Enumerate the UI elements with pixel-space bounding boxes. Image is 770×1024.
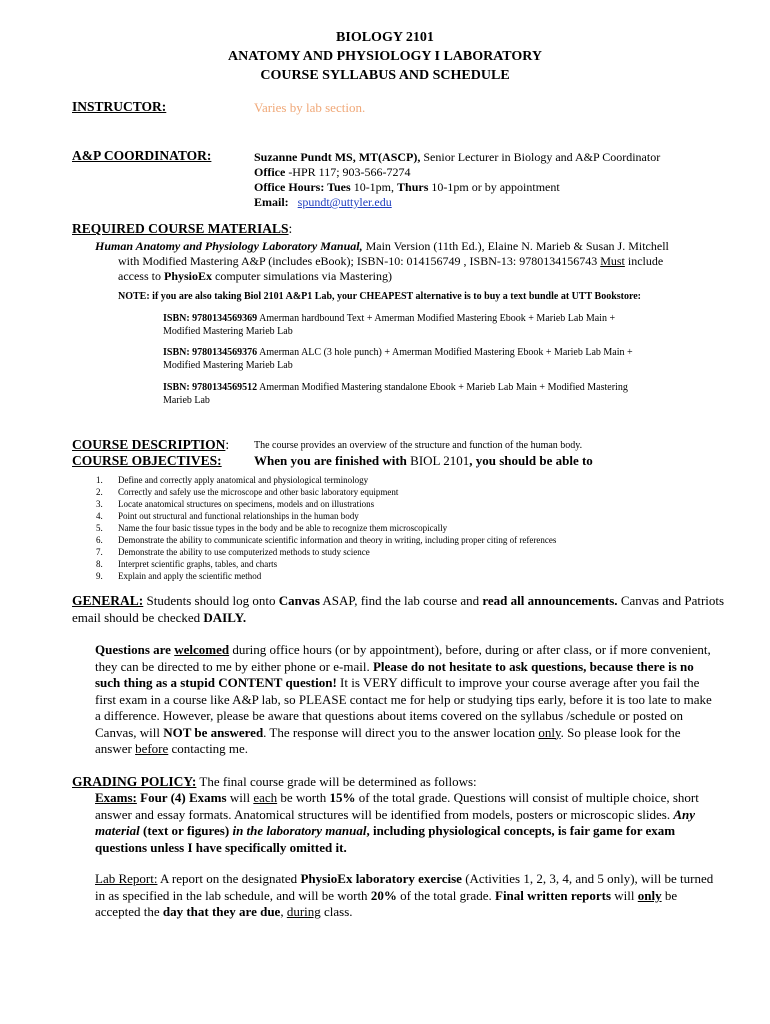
objective-item: 3. Locate anatomical structures on specimens, models and on illustrations [96,499,375,509]
objective-item: 5. Name the four basic tissue types in the body and be able to recognize them microscopically [96,523,448,533]
objectives-intro: When you are finished with BIOL 2101, you should be able to [254,453,593,468]
objectives-list [96,474,556,582]
objective-item: 4. Point out structural and functional relationships in the human body [96,511,359,521]
objectives-heading: COURSE OBJECTIVES: [72,453,222,468]
isbn-2-line-1: ISBN: 9780134569376 Amerman ALC (3 hole punch) + Amerman Modified Mastering Ebook + Marieb Lab Main + [163,347,633,358]
materials-heading: REQUIRED COURSE MATERIALS: [72,221,293,236]
general-paragraph: GENERAL: Students should log onto Canvas ASAP, find the lab course and read all announcements. Canvas and Patriots email should be checked DAILY. [72,593,725,625]
coordinator-label: A&P COORDINATOR: [72,148,212,163]
isbn-1-line-1: ISBN: 9780134569369 Amerman hardbound Text + Amerman Modified Mastering Ebook + Marieb Lab Main + [163,313,616,324]
instructor-label: INSTRUCTOR: [72,99,167,114]
isbn-3-line-2: Marieb Lab [163,395,210,406]
coordinator-hours-line: Office Hours: Tues 10-1pm, Thurs 10-1pm or by appointment [254,180,560,194]
objective-item: 8. Interpret scientific graphs, tables, and charts [96,559,278,569]
isbn-2-line-2: Modified Mastering Marieb Lab [163,360,293,371]
book-line-2: with Modified Mastering A&P (includes eBook); ISBN-10: 014156749 , ISBN-13: 9780134156743 Must include [118,254,664,268]
description-heading: COURSE DESCRIPTION: [72,437,230,452]
objective-item: 1. Define and correctly apply anatomical and physiological terminology [96,475,369,485]
objective-item: 2. Correctly and safely use the microscope and other basic laboratory equipment [96,487,399,497]
email-link[interactable]: spundt@uttyler.edu [297,195,392,209]
syllabus-title: COURSE SYLLABUS AND SCHEDULE [260,68,510,83]
isbn-3-line-1: ISBN: 9780134569512 Amerman Modified Mastering standalone Ebook + Marieb Lab Main + Modified Mastering [163,382,628,393]
objective-item: 6. Demonstrate the ability to communicate scientific information and theory in writing, including proper citing of references [96,535,557,545]
book-line-1: Human Anatomy and Physiology Laboratory Manual, Main Version (11th Ed.), Elaine N. Marieb & Susan J. Mitchell [95,239,669,253]
description-value: The course provides an overview of the structure and function of the human body. [254,440,583,451]
instructor-value: Varies by lab section. [254,100,366,115]
course-name-title: ANATOMY AND PHYSIOLOGY I LABORATORY [227,49,543,64]
questions-paragraph: Questions are welcomed during office hours (or by appointment), before, during or after class, or if more convenient, they can be directed to me by either phone or e-mail. Please do not hesitate to ask questions, because there is no such thing as a stupid CONTENT question! It is VERY difficult to improve your course average after you fail the first exam in a course like A&P lab, so PLEASE contact me for help or studying tips early, before it is too late to make a difference. However, please be aware that questions about items covered on the syllabus /schedule or posted on Canvas, will NOT be answered. The response will direct you to the answer location only. So please look for the answer before contacting me. [95,642,712,756]
exams-paragraph: Exams: Four (4) Exams will each be worth 15% of the total grade. Questions will consist of multiple choice, short answer and essay formats. Anatomical structures will be identified from models, posters or microscopic slides. Any material (text or figures) in the laboratory manual, including physiological concepts, is fair game for exam questions unless I have specifically omitted it. [95,790,699,855]
course-code-title: BIOLOGY 2101 [336,30,434,45]
book-line-3: access to PhysioEx computer simulations via Mastering) [118,269,392,283]
coordinator-office-line: Office -HPR 117; 903-566-7274 [254,165,411,179]
coordinator-name-line: Suzanne Pundt MS, MT(ASCP), Senior Lecturer in Biology and A&P Coordinator [254,150,661,164]
objective-item: 7. Demonstrate the ability to use computerized methods to study science [96,547,370,557]
coordinator-email-line: Email: spundt@uttyler.edu [254,195,392,209]
isbn-1-line-2: Modified Mastering Marieb Lab [163,326,293,337]
lab-report-paragraph: Lab Report: A report on the designated PhysioEx laboratory exercise (Activities 1, 2, 3, 4, and 5 only), will be turned in as specified in the lab schedule, and will be worth 20% of the total grade. Final written reports will only be accepted the day that they are due, during class. [95,871,714,919]
grading-heading: GRADING POLICY: The final course grade will be determined as follows: [72,774,477,789]
objective-item: 9. Explain and apply the scientific method [96,571,262,581]
bundle-note: NOTE: if you are also taking Biol 2101 A&P1 Lab, your CHEAPEST alternative is to buy a text bundle at UTT Bookstore: [118,291,642,302]
